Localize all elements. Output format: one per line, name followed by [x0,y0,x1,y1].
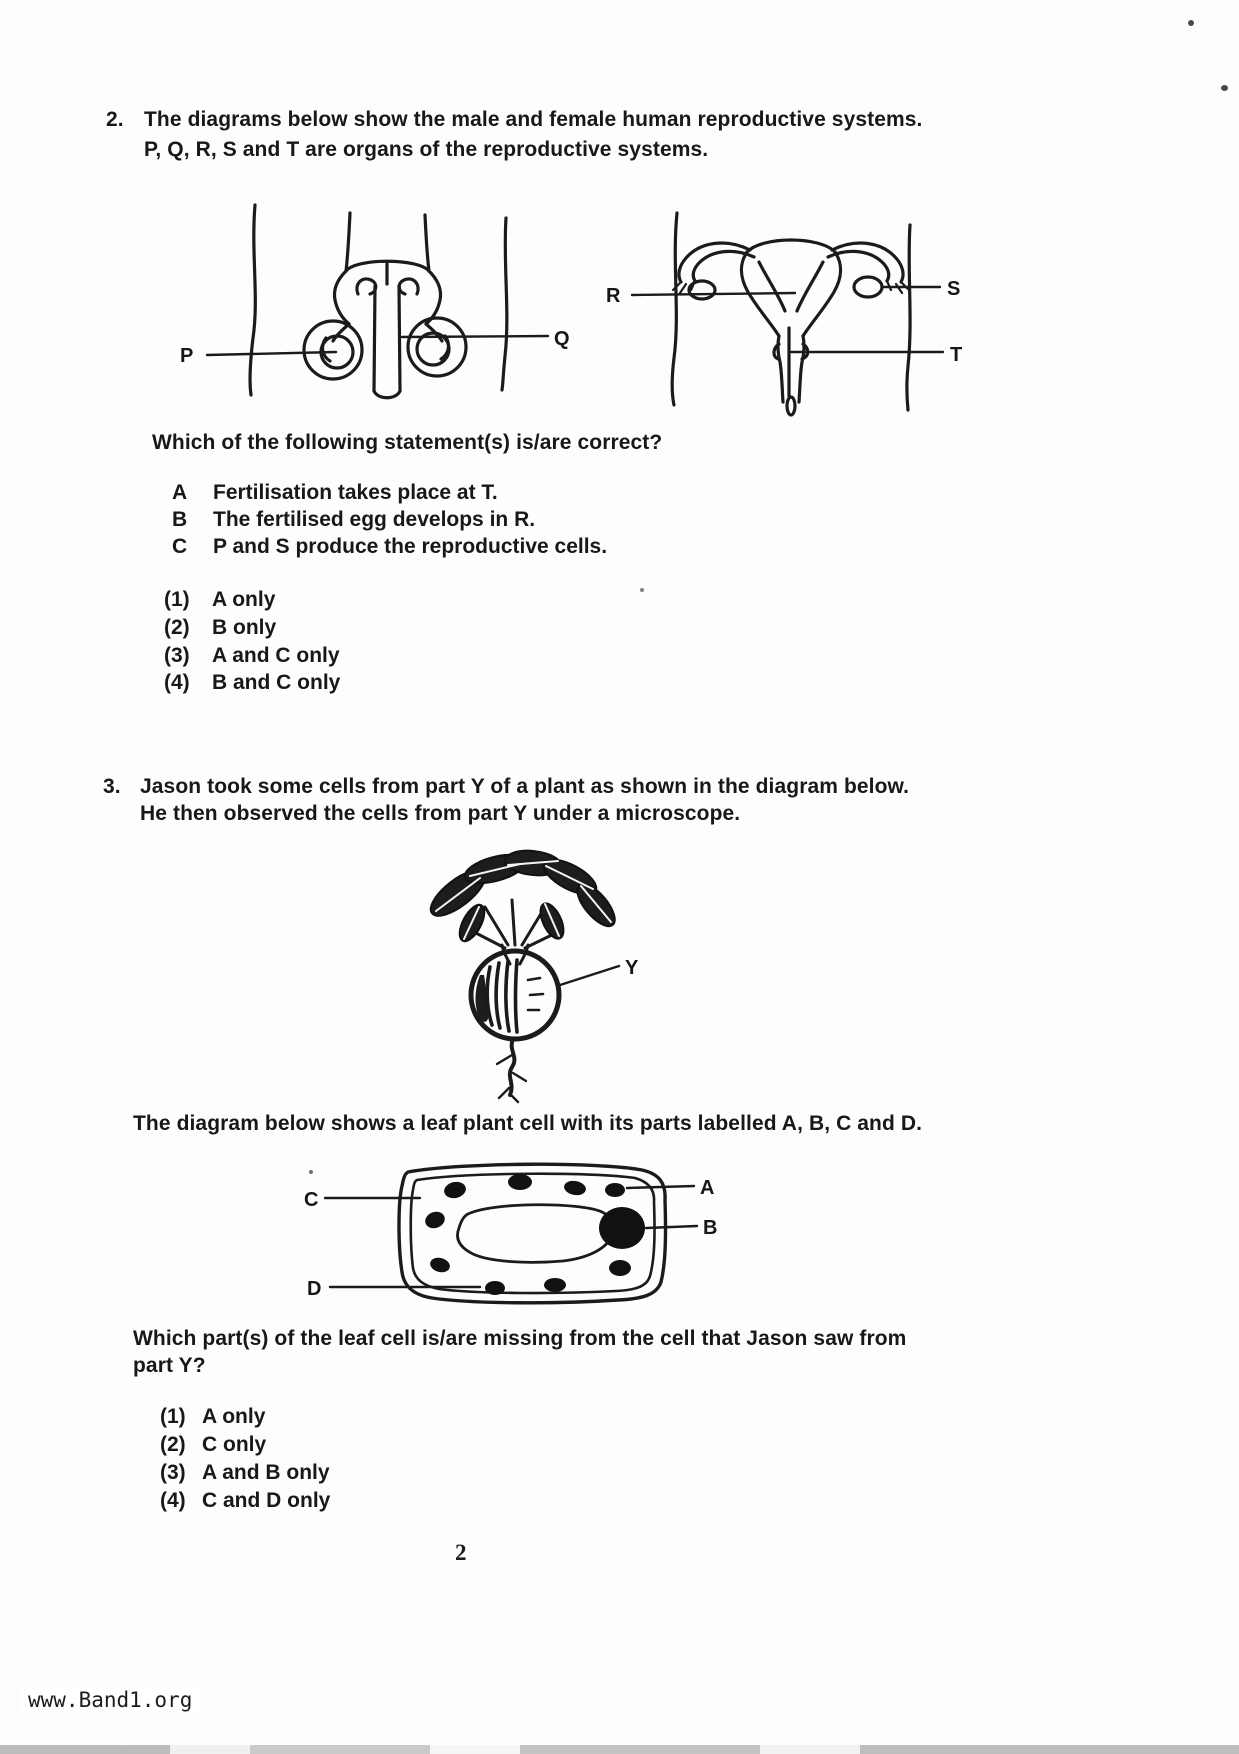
q2-option-1 [164,588,275,612]
plant-leaves [424,848,621,948]
plant-root [471,945,559,1102]
cell-label-a: A [700,1177,715,1199]
statement-text: The fertilised egg develops in R. [213,508,536,531]
q2-statement-a [172,481,498,505]
option-number: (4) [160,1489,186,1512]
q3-option-4 [160,1489,330,1513]
cell-chloroplasts [423,1174,631,1295]
label-a-leader-line [627,1186,694,1188]
q3-cell-intro: The diagram below shows a leaf plant cell with its parts labelled A, B, C and D. [133,1112,923,1135]
plant-label-y: Y [625,957,639,979]
q2-statement-c [172,535,607,559]
option-text: A only [212,588,276,611]
option-number: (1) [164,588,190,611]
q2-option-3 [164,644,340,668]
q2-statement-b [172,508,535,532]
q3-question-line2: part Y? [133,1354,206,1377]
female-reproductive-diagram [606,213,962,415]
option-number: (1) [160,1405,186,1428]
option-number: (4) [164,671,190,694]
cell-label-d: D [307,1278,322,1300]
footer-url: www.Band1.org [20,1686,200,1714]
statement-letter: C [172,535,188,558]
scan-edge-bar [0,1745,1239,1754]
label-y-leader-line [560,966,619,985]
scan-speck [1188,20,1194,26]
organ-label-s: S [947,278,961,300]
q3-question-line1: Which part(s) of the leaf cell is/are missing from the cell that Jason saw from [133,1327,907,1350]
page-number: 2 [455,1540,467,1565]
q3-option-2 [160,1433,266,1457]
option-text: A and B only [202,1461,330,1484]
option-text: C and D only [202,1489,331,1512]
option-text: B and C only [212,671,341,694]
q3-prompt-line2: He then observed the cells from part Y under a microscope. [140,802,741,825]
option-text: A only [202,1405,266,1428]
option-number: (3) [160,1461,186,1484]
organ-label-q: Q [554,328,570,350]
leaf-cell-diagram [280,1150,730,1315]
option-text: A and C only [212,644,340,667]
cell-vacuole [458,1205,614,1263]
cell-label-b: B [703,1217,718,1239]
scan-speck [1221,85,1228,91]
option-number: (2) [160,1433,186,1456]
statement-text: Fertilisation takes place at T. [213,481,498,504]
q3-option-3 [160,1461,330,1485]
cell-nucleus [599,1207,645,1249]
plant-diagram [400,845,660,1105]
option-text: C only [202,1433,267,1456]
q2-number: 2. [106,108,124,131]
scan-speck [640,588,644,592]
statement-letter: B [172,508,188,531]
q2-option-4 [164,671,340,695]
statement-letter: A [172,481,188,504]
q2-option-2 [164,616,276,640]
label-p-leader-line [207,352,336,355]
organ-label-t: T [950,344,963,366]
q2-prompt-line1: The diagrams below show the male and female human reproductive systems. [144,108,923,131]
q3-option-1 [160,1405,265,1429]
male-reproductive-diagram [180,205,570,398]
organ-label-r: R [606,285,621,307]
q2-prompt-line2: P, Q, R, S and T are organs of the reproductive systems. [144,138,709,161]
q3-number: 3. [103,775,121,798]
option-number: (2) [164,616,190,639]
label-r-leader-line [632,293,795,295]
statement-text: P and S produce the reproductive cells. [213,535,608,558]
label-q-leader-line [402,336,548,337]
organ-label-p: P [180,345,194,367]
option-text: B only [212,616,277,639]
cell-label-c: C [304,1189,319,1211]
scan-speck [309,1170,313,1174]
reproductive-systems-diagram [150,178,1000,423]
q3-prompt-line1: Jason took some cells from part Y of a plant as shown in the diagram below. [140,775,910,798]
option-number: (3) [164,644,190,667]
q2-question: Which of the following statement(s) is/are correct? [152,431,663,454]
